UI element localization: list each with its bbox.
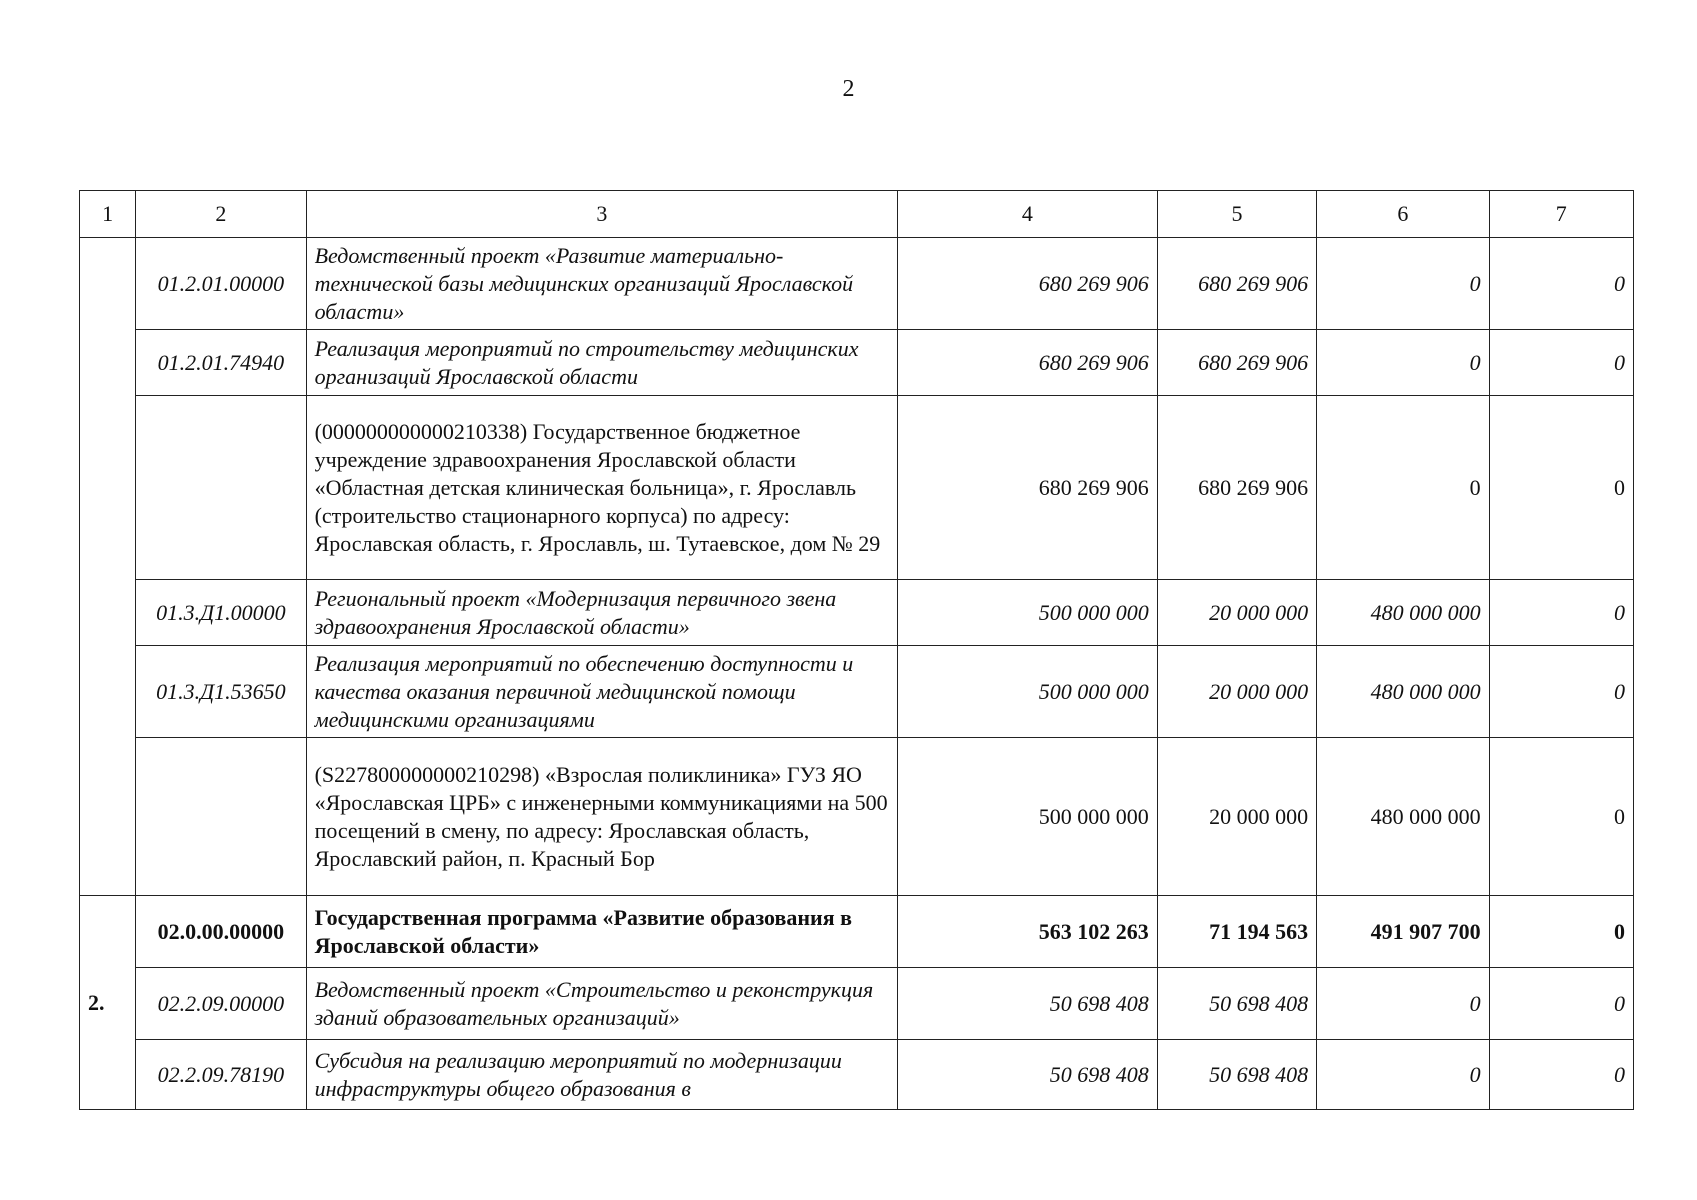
amount-col6: 0 [1317,330,1489,396]
budget-code: 01.3.Д1.53650 [136,646,306,738]
amount-col4: 500 000 000 [898,646,1158,738]
amount-col4: 50 698 408 [898,968,1158,1040]
budget-code: 02.2.09.00000 [136,968,306,1040]
amount-col7: 0 [1489,396,1633,580]
budget-code [136,396,306,580]
amount-col6: 480 000 000 [1317,580,1489,646]
column-header-6: 6 [1317,191,1489,238]
row-number-cell [80,238,136,896]
column-header-4: 4 [898,191,1158,238]
budget-code: 02.2.09.78190 [136,1040,306,1110]
budget-code [136,738,306,896]
item-name: (000000000000210338) Государственное бюджетное учреждение здравоохранения Ярославской области «Областная детская клиническая больница», г. Ярославль (строительство стационарного корпуса) по адресу: Ярославская область, г. Ярославль, ш. Тутаевское, дом № 29 [306,396,898,580]
page-number: 2 [842,76,855,102]
amount-col6: 0 [1317,968,1489,1040]
budget-code: 01.2.01.00000 [136,238,306,330]
item-name: (S227800000000210298) «Взрослая поликлиника» ГУЗ ЯО «Ярославская ЦРБ» с инженерными коммуникациями на 500 посещений в смену, по адресу: Ярославская область, Ярославский район, п. Красный Бор [306,738,898,896]
budget-code: 01.2.01.74940 [136,330,306,396]
item-name: Ведомственный проект «Строительство и реконструкция зданий образовательных организаций» [306,968,898,1040]
amount-col5: 680 269 906 [1157,238,1316,330]
column-header-2: 2 [136,191,306,238]
amount-col4: 500 000 000 [898,580,1158,646]
table-row [80,580,1634,646]
table-row [80,238,1634,330]
table-row [80,738,1634,896]
amount-col5: 20 000 000 [1157,646,1316,738]
item-name: Реализация мероприятий по строительству медицинских организаций Ярославской области [306,330,898,396]
amount-col7: 0 [1489,1040,1633,1110]
amount-col7: 0 [1489,330,1633,396]
column-header-3: 3 [306,191,898,238]
table-row [80,646,1634,738]
amount-col7: 0 [1489,968,1633,1040]
amount-col7: 0 [1489,646,1633,738]
item-name: Реализация мероприятий по обеспечению доступности и качества оказания первичной медицинской помощи медицинскими организациями [306,646,898,738]
item-name: Субсидия на реализацию мероприятий по модернизации инфраструктуры общего образования в [306,1040,898,1110]
table-header-row [80,191,1634,238]
amount-col5: 680 269 906 [1157,396,1316,580]
amount-col7: 0 [1489,738,1633,896]
amount-col4: 563 102 263 [898,896,1158,968]
budget-table [79,190,1634,1110]
amount-col4: 50 698 408 [898,1040,1158,1110]
amount-col6: 0 [1317,1040,1489,1110]
amount-col5: 71 194 563 [1157,896,1316,968]
table-row [80,330,1634,396]
amount-col5: 50 698 408 [1157,968,1316,1040]
amount-col6: 0 [1317,396,1489,580]
amount-col5: 680 269 906 [1157,330,1316,396]
row-number-cell: 2. [80,896,136,1110]
amount-col7: 0 [1489,238,1633,330]
budget-code: 02.0.00.00000 [136,896,306,968]
amount-col4: 680 269 906 [898,330,1158,396]
table-row [80,396,1634,580]
amount-col5: 50 698 408 [1157,1040,1316,1110]
amount-col7: 0 [1489,580,1633,646]
table-row [80,968,1634,1040]
item-name: Государственная программа «Развитие образования в Ярославской области» [306,896,898,968]
column-header-5: 5 [1157,191,1316,238]
amount-col4: 680 269 906 [898,396,1158,580]
amount-col4: 500 000 000 [898,738,1158,896]
amount-col4: 680 269 906 [898,238,1158,330]
amount-col6: 480 000 000 [1317,646,1489,738]
column-header-7: 7 [1489,191,1633,238]
item-name: Региональный проект «Модернизация первичного звена здравоохранения Ярославской области» [306,580,898,646]
amount-col6: 480 000 000 [1317,738,1489,896]
amount-col5: 20 000 000 [1157,580,1316,646]
amount-col7: 0 [1489,896,1633,968]
amount-col6: 491 907 700 [1317,896,1489,968]
column-header-1: 1 [80,191,136,238]
table-row [80,1040,1634,1110]
amount-col5: 20 000 000 [1157,738,1316,896]
item-name: Ведомственный проект «Развитие материально-технической базы медицинских организаций Ярославской области» [306,238,898,330]
table-row [80,896,1634,968]
amount-col6: 0 [1317,238,1489,330]
budget-code: 01.3.Д1.00000 [136,580,306,646]
